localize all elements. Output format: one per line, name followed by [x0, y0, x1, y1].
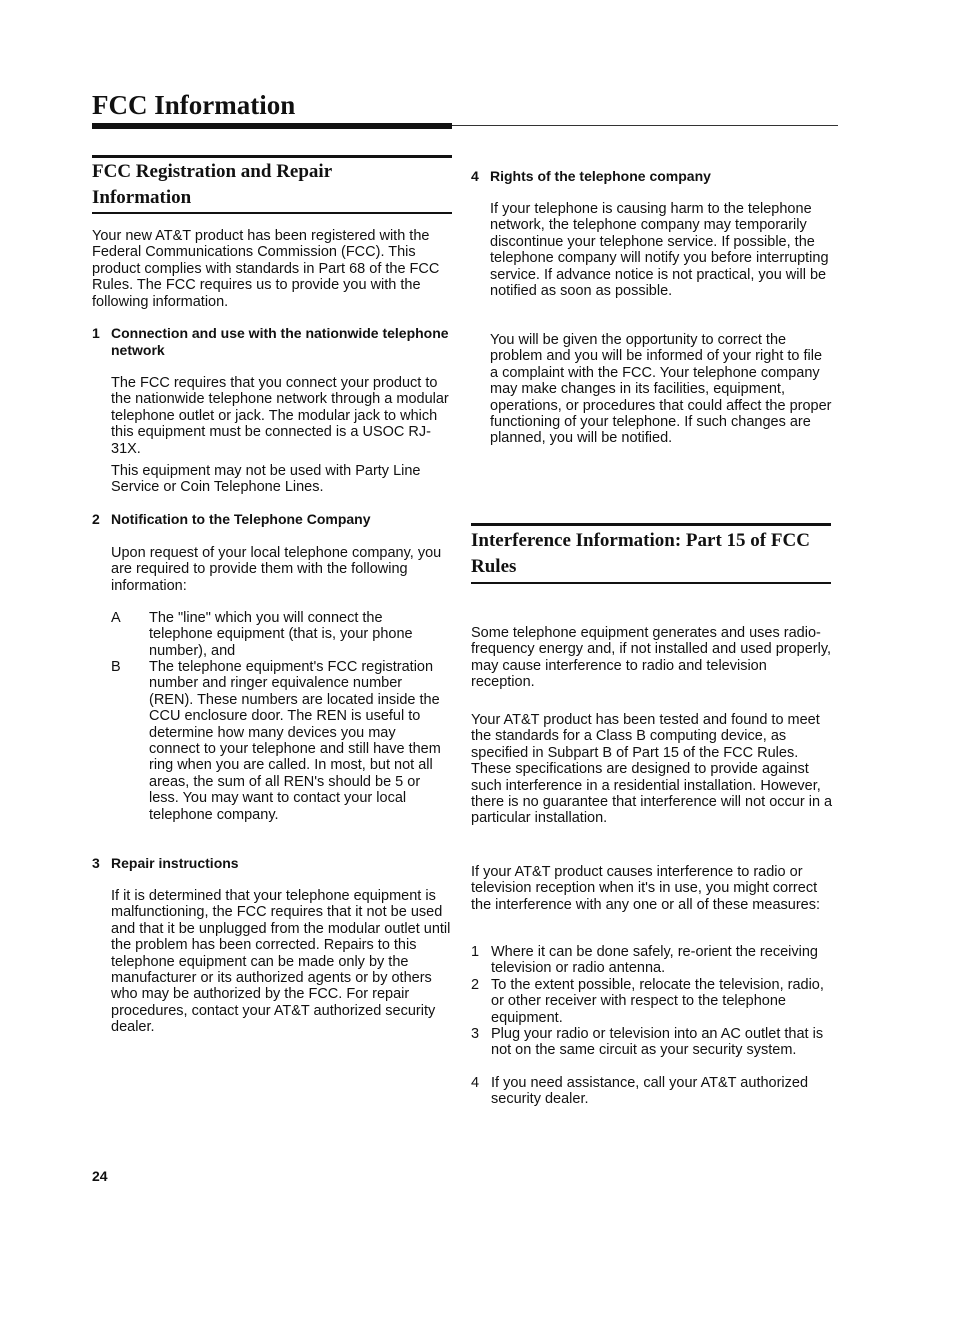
item-heading-text: Notification to the Telephone Company: [111, 511, 371, 527]
list-text: Plug your radio or television into an AC outlet that is not on the same circuit as your security system.: [491, 1026, 824, 1059]
header-rule-thick: [92, 123, 452, 129]
item-1-paragraph-2: This equipment may not be used with Party Line Service or Coin Telephone Lines.: [111, 463, 421, 496]
item-heading-2: [92, 511, 452, 528]
item-heading-1: [92, 325, 452, 359]
item-3-paragraph: If it is determined that your telephone equipment is malfunctioning, the FCC requires that it not be used and that it be unplugged from the modular outlet until the problem has been corrected. Repairs to this telephone equipment can be made only by the manufacturer or its authorized agents or by others who may be authorized by the FCC. For repair procedures, contact your AT&T authorized security dealer.: [111, 888, 451, 1036]
item-number: 2: [92, 511, 100, 527]
list-item-a: [111, 610, 451, 660]
item-2-paragraph: Upon request of your local telephone company, you are required to provide them with the following information:: [111, 545, 442, 594]
list-label: 1: [471, 944, 480, 960]
measure-item-1: [471, 944, 833, 978]
list-text: Where it can be done safely, re-orient the receiving television or radio antenna.: [491, 944, 818, 977]
list-text: To the extent possible, relocate the television, radio, or other receiver with respect to the telephone equipment.: [491, 977, 824, 1026]
interference-paragraph-2: Your AT&T product has been tested and found to meet the standards for a Class B computing device, as specified in Subpart B of Part 15 of the FCC Rules. These specifications are designed to provide against such interference in a residential installation. However, there is no guarantee that interference will not occur in a particular installation.: [471, 712, 833, 827]
header-rule-thin: [452, 125, 838, 126]
item-4-paragraph-2: You will be given the opportunity to correct the problem and you will be informed of your right to file a complaint with the FCC. Your telephone company may make changes in its facilities, equipment, operations, or procedures that could affect the proper functioning of your telephone. If such changes are planned, you will be notified.: [490, 332, 832, 447]
measure-item-4: [471, 1075, 833, 1109]
list-label: 3: [471, 1026, 480, 1042]
item-4-paragraph-1: If your telephone is causing harm to the telephone network, the telephone company may temporarily discontinue your telephone service. If possible, the telephone company will notify you before interrupting service. If advance notice is not practical, you will be notified as soon as possible.: [490, 201, 829, 300]
item-heading-4: [471, 168, 831, 185]
section-bottom-rule: [92, 212, 452, 214]
section-top-rule: [92, 155, 452, 158]
section-top-rule: [471, 523, 831, 526]
intro-paragraph: Your new AT&T product has been registered with the Federal Communications Commission (FCC). This product complies with standards in Part 68 of the FCC Rules. The FCC requires us to provide you with the following information.: [92, 228, 440, 310]
list-label: B: [111, 659, 121, 675]
page-number: 24: [92, 1168, 108, 1184]
interference-paragraph-1: Some telephone equipment generates and uses radio-frequency energy and, if not installed and used properly, may cause interference to radio and television reception.: [471, 625, 832, 691]
item-number: 3: [92, 855, 100, 871]
list-label: 4: [471, 1075, 480, 1091]
item-heading-3: [92, 855, 452, 872]
item-1-paragraph-1: The FCC requires that you connect your product to the nationwide telephone network through a modular telephone outlet or jack. The modular jack to which this equipment must be connected is a USOC RJ-31X.: [111, 375, 449, 457]
list-label: 2: [471, 977, 480, 993]
item-heading-text: Repair instructions: [111, 855, 239, 871]
section-bottom-rule: [471, 582, 831, 584]
measure-item-3: [471, 1026, 833, 1076]
section-title-interference: Interference Information: Part 15 of FCC Rules: [471, 530, 810, 577]
list-text: The "line" which you will connect the telephone equipment (that is, your phone number), and: [149, 610, 413, 659]
interference-paragraph-3: If your AT&T product causes interference to radio or television reception when it's in use, you might correct the interference with any one or all of these measures:: [471, 864, 820, 913]
section-title-fcc-registration: FCC Registration and Repair Information: [92, 161, 332, 208]
list-label: A: [111, 610, 121, 626]
list-text: The telephone equipment's FCC registration number and ringer equivalence number (REN). These numbers are located inside the CCU enclosure door. The REN is useful to determine how many devices you may connect to your telephone and still have them ring when you are called. In most, but not all areas, the sum of all REN's should be 5 or less. You may want to contact your local telephone company.: [149, 659, 441, 823]
item-number: 1: [92, 325, 100, 341]
page-title: FCC Information: [92, 90, 296, 120]
list-text: If you need assistance, call your AT&T authorized security dealer.: [491, 1075, 809, 1108]
item-number: 4: [471, 168, 479, 184]
measure-item-2: [471, 977, 833, 1027]
item-heading-text: Connection and use with the nationwide telephone network: [111, 325, 449, 358]
item-heading-text: Rights of the telephone company: [490, 168, 711, 184]
list-item-b: [111, 659, 451, 841]
